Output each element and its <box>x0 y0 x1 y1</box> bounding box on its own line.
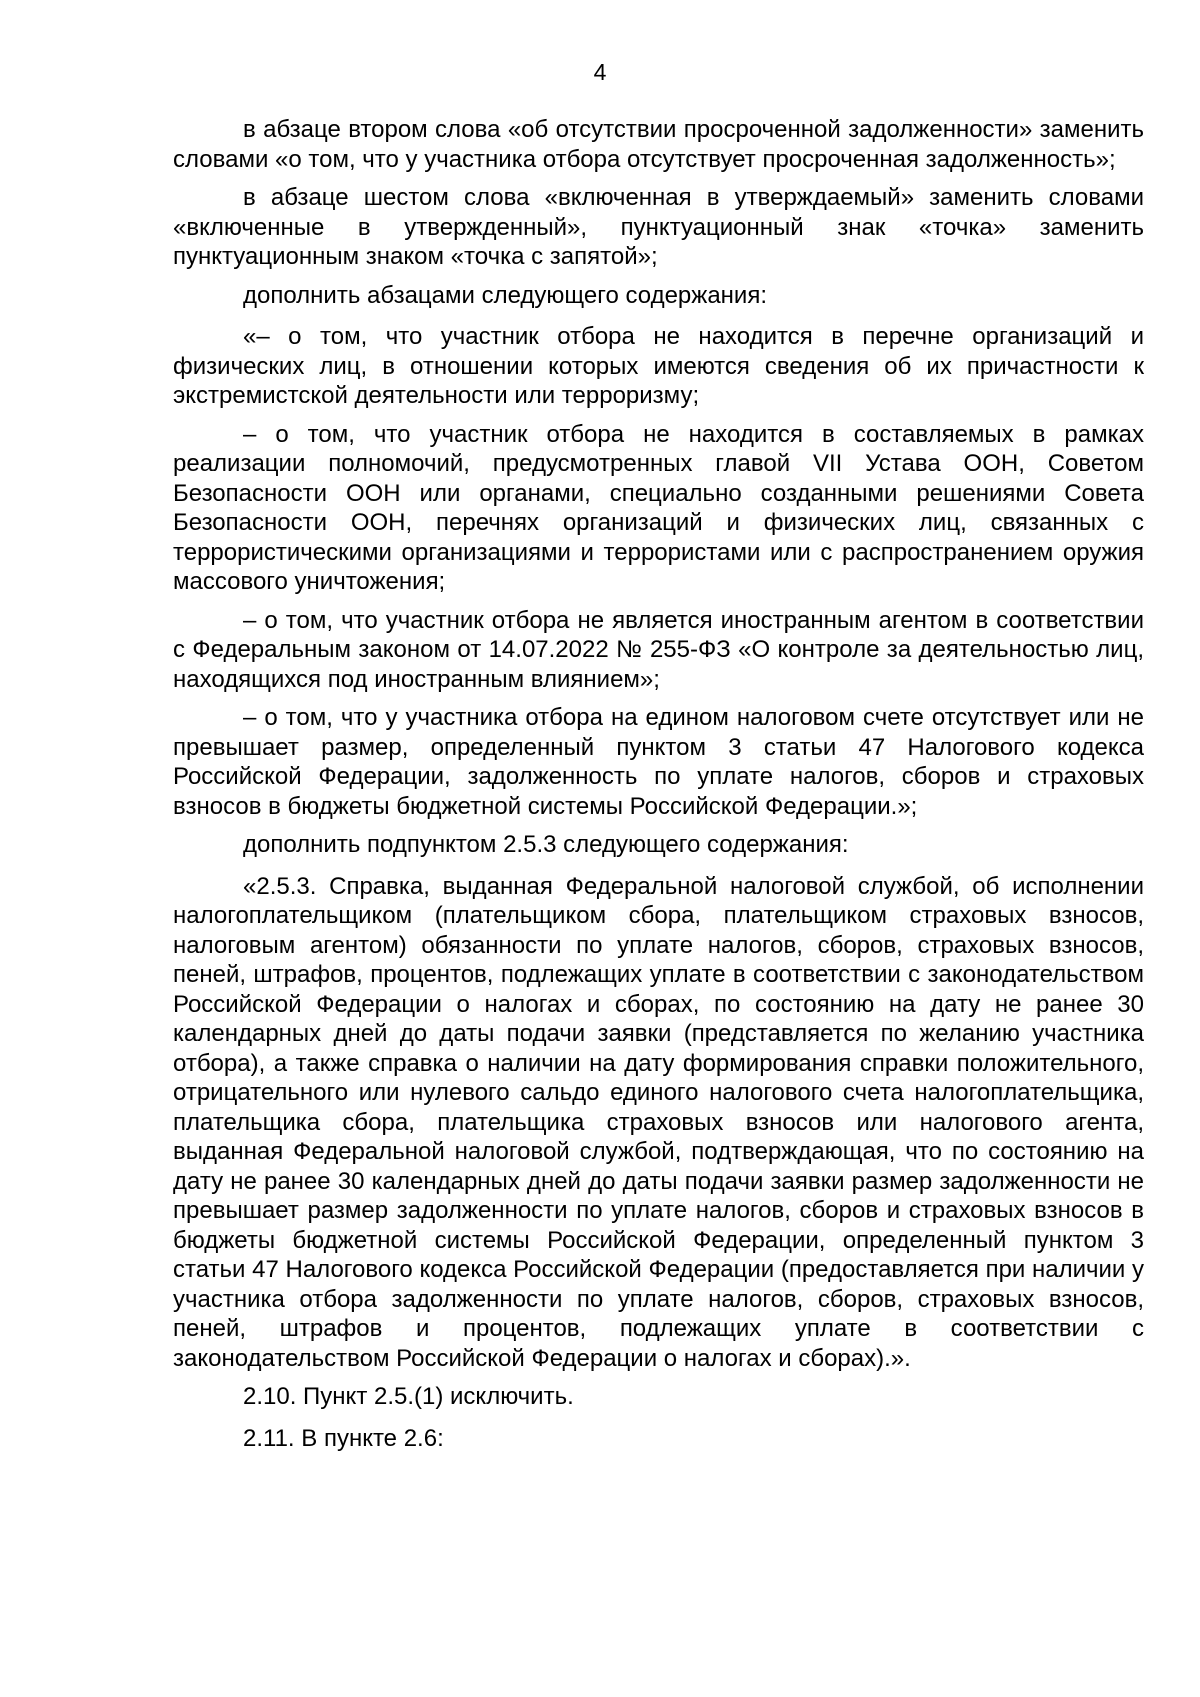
paragraph-tax-account: – о том, что у участника отбора на едином налоговом счете отсутствует или не превышает размер, определенный пунктом 3 статьи 47 Налогового кодекса Российской Федерации, задолженность по уплате налогов, сборов и страховых взносов в бюджеты бюджетной системы Российской Федерации.»; <box>173 704 1144 820</box>
paragraph-2-5-3: «2.5.3. Справка, выданная Федеральной налоговой службой, об исполнении налогоплательщиком (плательщиком сбора, плательщиком страховых взносов, налоговым агентом) обязанности по уплате налогов, сборов, страховых взносов, пеней, штрафов, процентов, подлежащих уплате в соответствии с законодательством Российской Федерации о налогах и сборах, по состоянию на дату не ранее 30 календарных дней до даты подачи заявки (представляется по желанию участника отбора), а также справка о наличии на дату формирования справки положительного, отрицательного или нулевого сальдо единого налогового счета налогоплательщика, плательщика сбора, плательщика страховых взносов или налогового агента, выданная Федеральной налоговой службой, подтверждающая, что по состоянию на дату не ранее 30 календарных дней до даты подачи заявки размер задолженности не превышает размер задолженности по уплате налогов, сборов и страховых взносов в бюджеты бюджетной системы Российской Федерации, определенный пунктом 3 статьи 47 Налогового кодекса Российской Федерации (предоставляется при наличии у участника отбора задолженности по уплате налогов, сборов, страховых взносов, пеней, штрафов и процентов, подлежащих уплате в соответствии с законодательством Российской Федерации о налогах и сборах).». <box>173 872 1144 1372</box>
paragraph-2-10: 2.10. Пункт 2.5.(1) исключить. <box>243 1383 574 1410</box>
paragraph-abzac-shestom: в абзаце шестом слова «включенная в утверждаемый» заменить словами «включенные в утвержденный», пунктуационный знак «точка» заменить пунктуационным знаком «точка с запятой»; <box>173 184 1144 270</box>
paragraph-un-security-council: – о том, что участник отбора не находится в составляемых в рамках реализации полномочий, предусмотренных главой VII Устава ООН, Советом Безопасности ООН или органами, специально созданными решениями Совета Безопасности ООН, перечнях организаций и физических лиц, связанных с террористическими организациями и террористами или с распространением оружия массового уничтожения; <box>173 420 1144 595</box>
paragraph-foreign-agent: – о том, что участник отбора не является иностранным агентом в соответствии с Федеральным законом от 14.07.2022 № 255-ФЗ «О контроле за деятельностью лиц, находящихся под иностранным влиянием»; <box>173 606 1144 693</box>
paragraph-abzac-vtorom: в абзаце втором слова «об отсутствии просроченной задолженности» заменить словами «о том, что у участника отбора отсутствует просроченная задолженность»; <box>173 116 1144 173</box>
document-body <box>173 115 1144 1465</box>
page-number: 4 <box>593 59 607 85</box>
paragraph-extremism: «– о том, что участник отбора не находится в перечне организаций и физических лиц, в отношении которых имеются сведения об их причастности к экстремистской деятельности или терроризму; <box>173 323 1144 409</box>
paragraph-2-11: 2.11. В пункте 2.6: <box>243 1424 444 1452</box>
paragraph-add-subpoint: дополнить подпунктом 2.5.3 следующего содержания: <box>243 831 849 858</box>
paragraph-add-abzacy: дополнить абзацами следующего содержания: <box>243 281 767 309</box>
